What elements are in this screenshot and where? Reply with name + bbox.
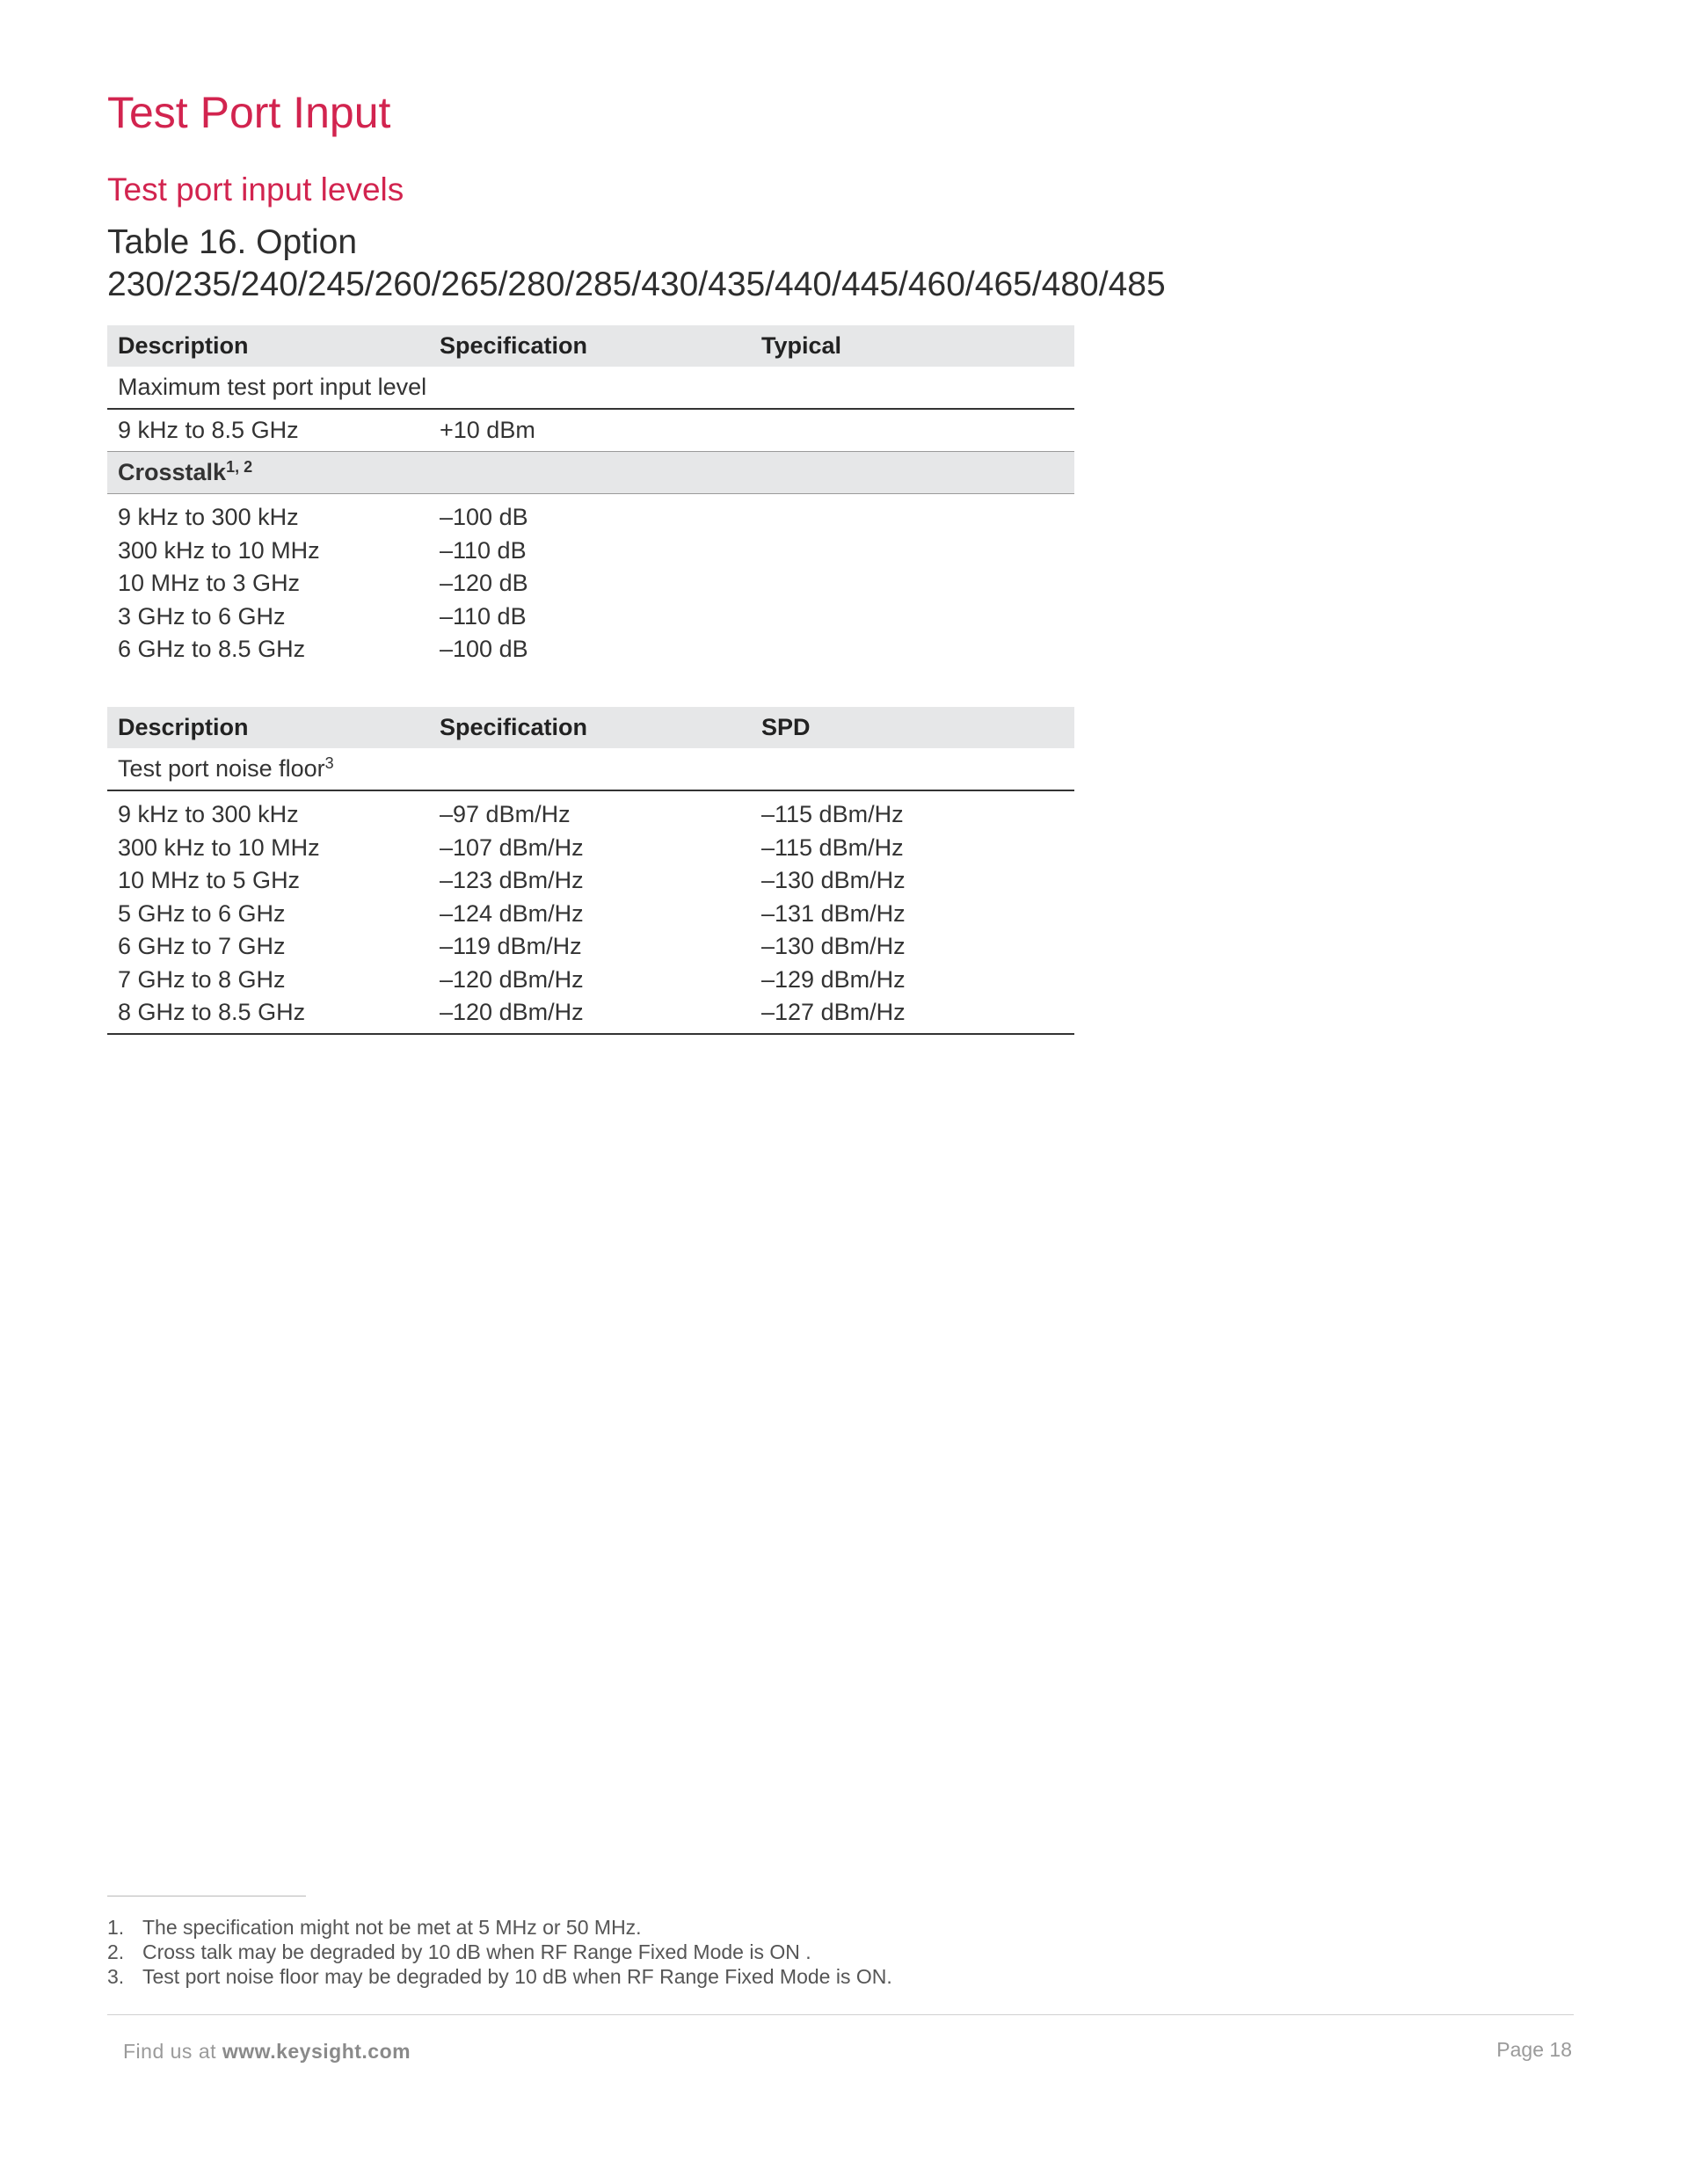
row-description: 300 kHz to 10 MHz xyxy=(118,536,320,564)
table-row-group xyxy=(107,494,1074,670)
footer-prefix: Find us at xyxy=(123,2040,222,2063)
description-column xyxy=(107,494,429,670)
row-description: 10 MHz to 5 GHz xyxy=(118,867,301,893)
footnote-item xyxy=(107,1964,892,1989)
row-specification: –120 dBm/Hz xyxy=(440,999,584,1025)
row-spd: –130 dBm/Hz xyxy=(761,867,906,893)
table-row-group xyxy=(107,790,1074,1034)
spec-table-crosstalk xyxy=(107,325,1074,670)
row-description: 6 GHz to 8.5 GHz xyxy=(118,636,306,662)
spd-column xyxy=(751,790,1074,1034)
column-header-description: Description xyxy=(107,325,429,367)
row-specification: –110 dB xyxy=(440,602,527,630)
row-specification: –110 dB xyxy=(440,536,527,564)
row-specification: –97 dBm/Hz xyxy=(440,801,571,827)
footnote-item xyxy=(107,1915,892,1940)
column-header-typical: Typical xyxy=(751,325,1074,367)
group-header-row xyxy=(107,452,1074,494)
page-number: Page 18 xyxy=(1496,2038,1572,2061)
column-header-spd: SPD xyxy=(751,707,1074,748)
row-specification: –119 dBm/Hz xyxy=(440,933,582,959)
row-description: 9 kHz to 300 kHz xyxy=(118,504,299,530)
row-specification: +10 dBm xyxy=(440,417,535,443)
group-label-max-input: Maximum test port input level xyxy=(107,367,1074,409)
table-caption: Table 16. Option 230/235/240/245/260/265/280/285/430/435/440/445/460/465/480/485 xyxy=(107,223,1166,303)
row-spd: –115 dBm/Hz xyxy=(761,834,904,861)
specification-column xyxy=(429,494,751,670)
spec-table-noise-floor xyxy=(107,707,1074,1035)
specification-column xyxy=(429,790,751,1034)
row-description: 7 GHz to 8 GHz xyxy=(118,965,286,993)
row-spd: –115 dBm/Hz xyxy=(761,801,904,827)
row-spd: –129 dBm/Hz xyxy=(761,965,906,993)
footnote-ref: 3 xyxy=(324,754,334,772)
footnote-number: 2. xyxy=(107,1940,125,1963)
row-description: 6 GHz to 7 GHz xyxy=(118,933,286,959)
row-description: 9 kHz to 8.5 GHz xyxy=(118,417,299,443)
footnote-ref: 1, 2 xyxy=(226,458,253,476)
description-column xyxy=(107,790,429,1034)
group-label-row xyxy=(107,748,1074,790)
row-description: 3 GHz to 6 GHz xyxy=(118,602,286,630)
section-title: Test port input levels xyxy=(107,171,404,207)
row-description: 10 MHz to 3 GHz xyxy=(118,570,301,596)
group-label-crosstalk xyxy=(107,452,1074,494)
row-specification: –120 dB xyxy=(440,570,528,596)
column-header-specification: Specification xyxy=(429,325,751,367)
row-description: 9 kHz to 300 kHz xyxy=(118,801,299,827)
row-description: 8 GHz to 8.5 GHz xyxy=(118,999,306,1025)
page-title: Test Port Input xyxy=(107,88,391,137)
row-specification: –100 dB xyxy=(440,636,528,662)
footnote-text: Test port noise floor may be degraded by 10 dB when RF Range Fixed Mode is ON. xyxy=(142,1965,892,1988)
row-specification: –120 dBm/Hz xyxy=(440,965,584,993)
group-label-row xyxy=(107,367,1074,409)
row-spd: –131 dBm/Hz xyxy=(761,899,906,927)
footnote-text: The specification might not be met at 5 MHz or 50 MHz. xyxy=(142,1916,642,1939)
row-specification: –124 dBm/Hz xyxy=(440,899,584,927)
footnote-number: 1. xyxy=(107,1916,125,1939)
table-row xyxy=(107,409,1074,452)
noise-floor-label: Test port noise floor xyxy=(118,755,325,782)
table-header-row xyxy=(107,325,1074,367)
footer-divider xyxy=(107,2014,1574,2015)
footer-site-link[interactable]: www.keysight.com xyxy=(222,2040,411,2063)
row-specification: –107 dBm/Hz xyxy=(440,834,584,861)
table-header-row xyxy=(107,707,1074,748)
column-header-description: Description xyxy=(107,707,429,748)
footer-find-us xyxy=(123,2038,411,2064)
footnotes-list xyxy=(107,1915,892,1989)
row-specification: –100 dB xyxy=(440,504,528,530)
group-label-noise-floor xyxy=(107,748,1074,790)
row-description: 300 kHz to 10 MHz xyxy=(118,834,320,861)
column-header-specification: Specification xyxy=(429,707,751,748)
footnote-item xyxy=(107,1940,892,1964)
footnote-text: Cross talk may be degraded by 10 dB when RF Range Fixed Mode is ON . xyxy=(142,1940,811,1963)
row-spd: –130 dBm/Hz xyxy=(761,933,906,959)
crosstalk-label: Crosstalk xyxy=(118,459,227,485)
footnote-number: 3. xyxy=(107,1965,125,1988)
row-specification: –123 dBm/Hz xyxy=(440,867,584,893)
typical-column xyxy=(751,494,1074,670)
row-description: 5 GHz to 6 GHz xyxy=(118,899,286,927)
row-spd: –127 dBm/Hz xyxy=(761,999,906,1025)
row-typical xyxy=(751,409,1074,452)
